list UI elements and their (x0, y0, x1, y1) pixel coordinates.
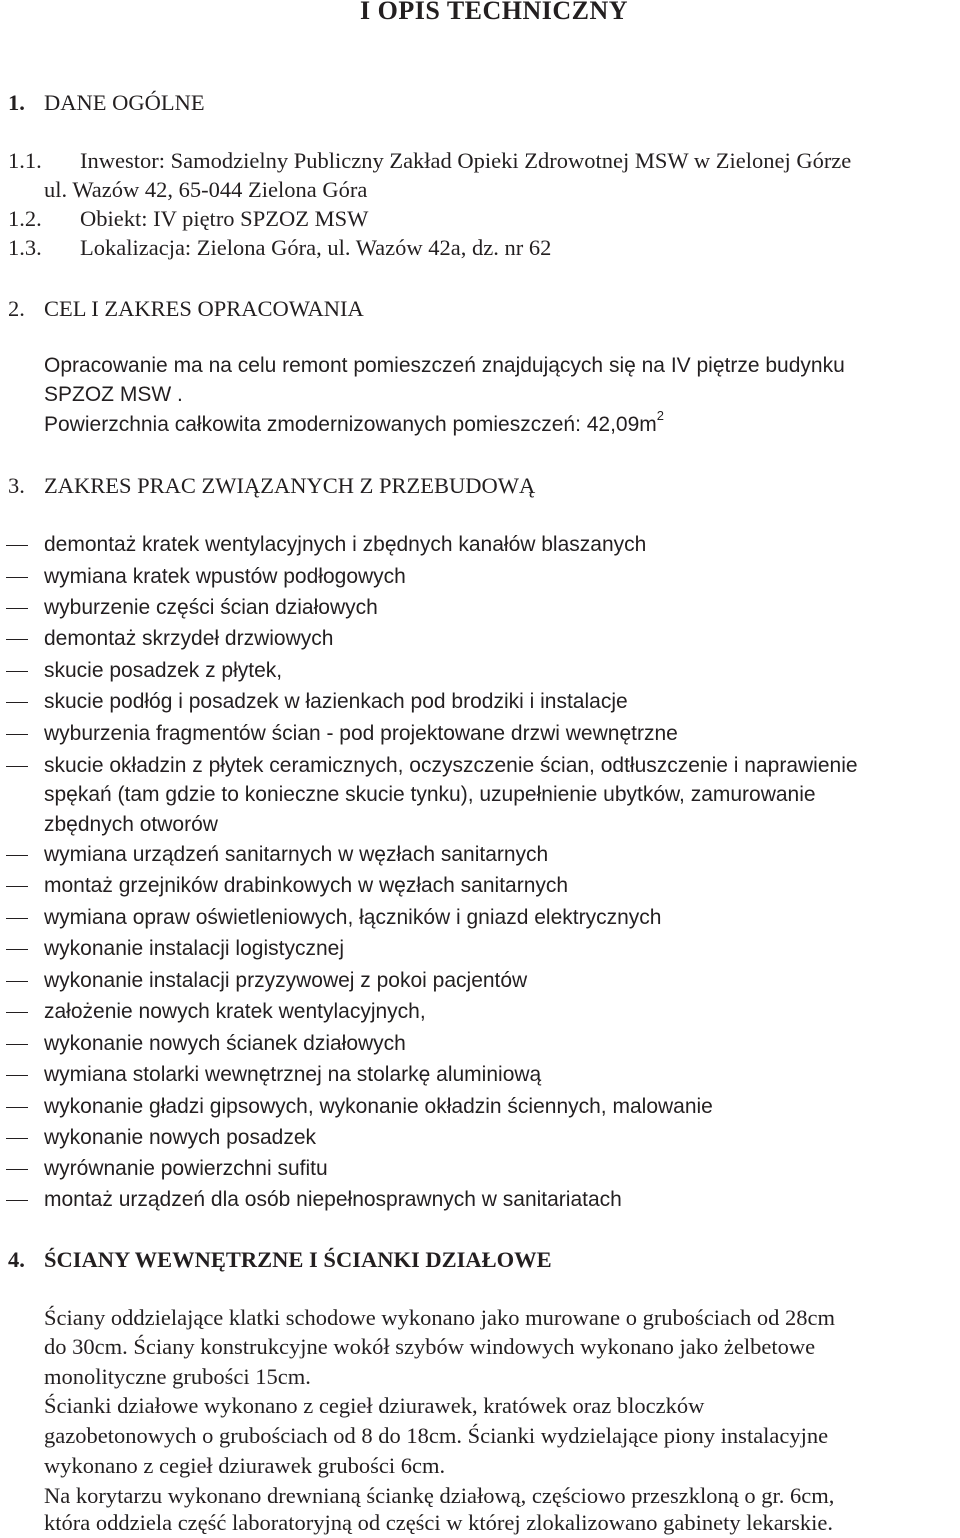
section-4-number: 4. (8, 1247, 25, 1272)
list-dash (6, 1012, 28, 1013)
page-title: I OPIS TECHNICZNY (360, 0, 629, 25)
list-dash (6, 949, 28, 950)
paragraph-line: Ścianki działowe wykonano z cegieł dziurawek, kratówek oraz bloczków (44, 1393, 705, 1418)
investor-line: Inwestor: Samodzielny Publiczny Zakład Opieki Zdrowotnej MSW w Zielonej Górze (80, 148, 852, 173)
list-dash (6, 1200, 28, 1201)
list-dash (6, 639, 28, 640)
list-item: wykonanie instalacji logistycznej (44, 937, 344, 960)
list-item: wykonanie nowych ścianek działowych (44, 1032, 406, 1055)
list-item: wyburzenia fragmentów ścian - pod projektowane drzwi wewnętrzne (44, 722, 678, 745)
list-dash (6, 918, 28, 919)
list-item: założenie nowych kratek wentylacyjnych, (44, 1000, 426, 1023)
section-3-number: 3. (8, 473, 25, 498)
object-line: Obiekt: IV piętro SPZOZ MSW (80, 206, 369, 231)
list-item-continuation: spękań (tam gdzie to konieczne skucie tynku), uzupełnienie ubytków, zamurowanie (44, 783, 816, 806)
list-item-continuation: zbędnych otworów (44, 813, 218, 836)
list-dash (6, 766, 28, 767)
list-dash (6, 1044, 28, 1045)
list-item: wykonanie instalacji przyzywowej z pokoi pacjentów (44, 969, 528, 992)
list-item: skucie okładzin z płytek ceramicznych, oczyszczenie ścian, odtłuszczenie i naprawienie (44, 754, 858, 777)
list-dash (6, 855, 28, 856)
section-1-number: 1. (8, 90, 25, 115)
section-2-number: 2. (8, 296, 25, 321)
list-dash (6, 1075, 28, 1076)
list-item: demontaż skrzydeł drzwiowych (44, 627, 334, 650)
location-line: Lokalizacja: Zielona Góra, ul. Wazów 42a, dz. nr 62 (80, 235, 552, 260)
list-dash (6, 671, 28, 672)
paragraph-line: do 30cm. Ściany konstrukcyjne wokół szybów windowych wykonano jako żelbetowe (44, 1334, 816, 1359)
list-item: wyrównanie powierzchni sufitu (44, 1157, 328, 1180)
list-item: wykonanie nowych posadzek (44, 1126, 316, 1149)
list-item: skucie posadzek z płytek, (44, 659, 283, 682)
paragraph-line: która oddziela część laboratoryjną od części w której zlokalizowano gabinety lekarskie. (44, 1510, 834, 1535)
list-item: skucie podłóg i posadzek w łazienkach pod brodziki i instalacje (44, 690, 628, 713)
list-item: demontaż kratek wentylacyjnych i zbędnych kanałów blaszanych (44, 533, 647, 556)
list-dash (6, 577, 28, 578)
list-item: wyburzenie części ścian działowych (44, 596, 378, 619)
paragraph-line: wykonano z cegieł dziurawek grubości 6cm. (44, 1453, 446, 1478)
list-dash (6, 981, 28, 982)
item-number: 1.1. (8, 148, 42, 173)
list-dash (6, 545, 28, 546)
item-number: 1.3. (8, 235, 42, 260)
list-item: montaż urządzeń dla osób niepełnosprawnych w sanitariatach (44, 1188, 622, 1211)
section-2-heading: CEL I ZAKRES OPRACOWANIA (44, 296, 364, 321)
paragraph-line: Ściany oddzielające klatki schodowe wykonano jako murowane o grubościach od 28cm (44, 1305, 836, 1330)
list-dash (6, 1169, 28, 1170)
area-text: Powierzchnia całkowita zmodernizowanych pomieszczeń: 42,09m (44, 413, 657, 436)
section-4-heading: ŚCIANY WEWNĘTRZNE I ŚCIANKI DZIAŁOWE (44, 1247, 552, 1272)
investor-address-line: ul. Wazów 42, 65-044 Zielona Góra (44, 177, 368, 202)
list-dash (6, 702, 28, 703)
section-3-heading: ZAKRES PRAC ZWIĄZANYCH Z PRZEBUDOWĄ (44, 473, 536, 498)
list-dash (6, 1138, 28, 1139)
list-item: wymiana stolarki wewnętrznej na stolarkę aluminiową (44, 1063, 542, 1086)
list-item: wymiana kratek wpustów podłogowych (44, 565, 406, 588)
purpose-text-line: Opracowanie ma na celu remont pomieszczeń znajdujących się na IV piętrze budynku (44, 354, 845, 377)
list-item: wykonanie gładzi gipsowych, wykonanie okładzin ściennych, malowanie (44, 1095, 713, 1118)
list-item: wymiana opraw oświetleniowych, łączników i gniazd elektrycznych (44, 906, 662, 929)
list-item: wymiana urządzeń sanitarnych w węzłach sanitarnych (44, 843, 549, 866)
section-1-heading: DANE OGÓLNE (44, 90, 205, 115)
list-item: montaż grzejników drabinkowych w węzłach sanitarnych (44, 874, 569, 897)
area-superscript: 2 (656, 408, 665, 423)
list-dash (6, 734, 28, 735)
list-dash (6, 1107, 28, 1108)
list-dash (6, 886, 28, 887)
list-dash (6, 608, 28, 609)
paragraph-line: Na korytarzu wykonano drewnianą ściankę działową, częściowo przeszkloną o gr. 6cm, (44, 1483, 835, 1508)
purpose-text-line: SPZOZ MSW . (44, 383, 183, 406)
paragraph-line: monolityczne grubości 15cm. (44, 1364, 311, 1389)
area-text-line (44, 410, 664, 440)
item-number: 1.2. (8, 206, 42, 231)
paragraph-line: gazobetonowych o grubościach od 8 do 18cm. Ścianki wydzielające piony instalacyjne (44, 1423, 829, 1448)
